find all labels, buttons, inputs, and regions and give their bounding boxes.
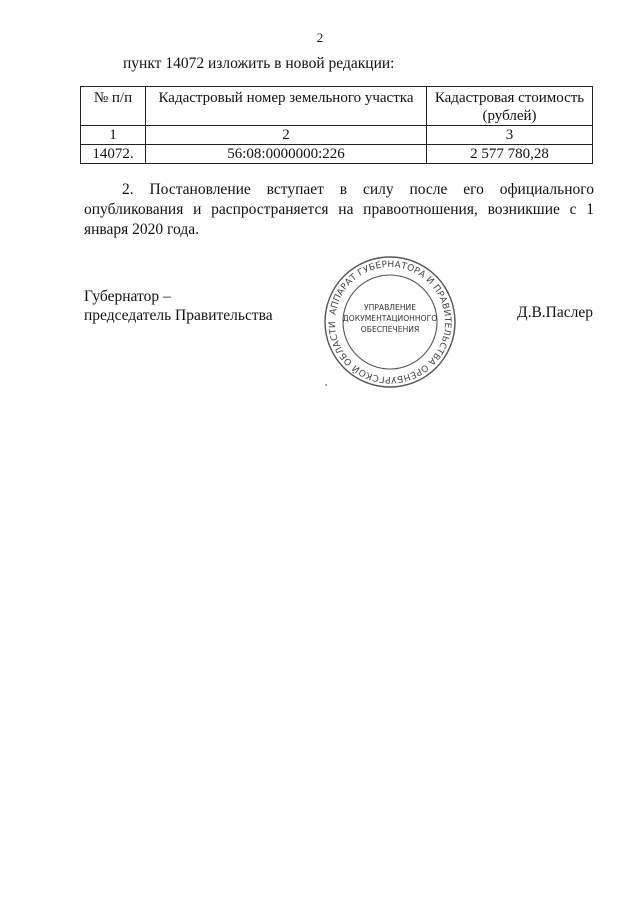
header-cadastral-number: Кадастровый номер земельного участка bbox=[146, 87, 427, 126]
page-number: 2 bbox=[316, 30, 324, 45]
table-row bbox=[81, 145, 593, 164]
stamp-line-1: УПРАВЛЕНИЕ bbox=[363, 303, 417, 312]
cadastral-number-cell: 56:08:0000000:226 bbox=[146, 145, 427, 164]
effective-date-paragraph: 2. Постановление вступает в силу после его официального опубликования и распространяется на правоотношения, возникшие с 1 января 2020 года. bbox=[84, 181, 594, 238]
intro-text: пункт 14072 изложить в новой редакции: bbox=[123, 55, 395, 72]
cadastral-value-cell: 2 577 780,28 bbox=[427, 145, 593, 164]
column-number-cell: 3 bbox=[427, 126, 593, 145]
cadastral-table bbox=[80, 86, 593, 164]
header-number: № п/п bbox=[81, 87, 146, 126]
column-number-cell: 1 bbox=[81, 126, 146, 145]
stamp-line-3: ОБЕСПЕЧЕНИЯ bbox=[360, 325, 420, 334]
table-header-row bbox=[81, 87, 593, 126]
column-number-cell: 2 bbox=[146, 126, 427, 145]
signatory-title bbox=[84, 287, 273, 325]
header-cadastral-value: Кадастровая стоимость (рублей) bbox=[427, 87, 593, 126]
stamp-line-2: ДОКУМЕНТАЦИОННОГО bbox=[342, 314, 438, 323]
table-column-numbers-row bbox=[81, 126, 593, 145]
signatory-title-line-1: Губернатор – bbox=[84, 288, 171, 305]
official-stamp bbox=[322, 254, 458, 390]
item-number-cell: 14072. bbox=[81, 145, 146, 164]
signatory-title-line-2: председатель Правительства bbox=[84, 307, 273, 324]
stamp-outer-text: АППАРАТ ГУБЕРНАТОРА И ПРАВИТЕЛЬСТВА ОРЕНБУРГСКОЙ ОБЛАСТИ bbox=[327, 259, 453, 385]
scan-dot bbox=[325, 384, 327, 386]
signatory-name: Д.В.Паслер bbox=[517, 304, 593, 321]
